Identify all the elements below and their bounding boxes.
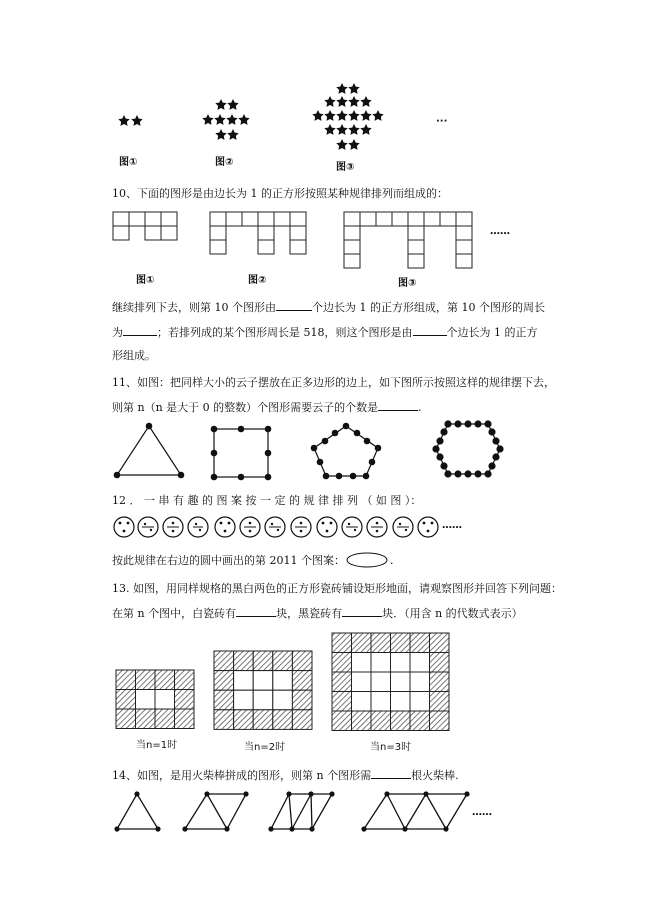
q14-figure-4 (364, 794, 467, 829)
q14-figure-1 (117, 794, 158, 829)
q10-line-1a: 继续排列下去，则第 10 个图形由 (112, 301, 276, 314)
q11-line-2b: . (418, 401, 422, 414)
q10-line-2a: 为 (112, 326, 123, 339)
q12-line-2b: . (390, 554, 394, 567)
q13-caption-2: 当n=2时 (244, 742, 286, 753)
q14-line-1a: 14、如图，是用火柴棒拼成的图形，则第 n 个图形需 (112, 769, 372, 782)
q10-caption-1: 图① (136, 275, 155, 286)
q12-line-2a: 按此规律在右边的圆中画出的第 2011 个图案： (112, 554, 345, 567)
q13-caption-1: 当n=1时 (136, 740, 178, 751)
q12-line-1: 12 ． 一 串 有 趣 的 图 案 按 一 定 的 规 律 排 列 （ 如 图 ）： (112, 494, 422, 507)
q14-ellipsis: …… (472, 807, 492, 818)
q10-line-2c: 个边长为 1 的正方 (446, 326, 538, 339)
q11-line-1: 11、如图：把同样大小的云子摆放在正多边形的边上，如下图所示按照这样的规律摆下去， (112, 376, 555, 389)
q13-line-1: 13. 如图，用同样规格的黑白两色的正方形瓷砖铺设矩形地面，请观察图形并回答下列问题： (112, 582, 562, 595)
q10-caption-3: 图③ (398, 278, 417, 289)
q10-line-2b: ；若排列成的某个图形周长是 518，则这个图形是由 (157, 326, 413, 339)
q11-line-2a: 则第 n（n 是大于 0 的整数）个图形需要云子的个数是 (112, 401, 379, 414)
q14-figure-2 (185, 794, 246, 829)
q10-line-3: 形组成。 (112, 349, 156, 362)
q10-caption-2: 图② (248, 275, 267, 286)
q13-caption-3: 当n=3时 (370, 742, 412, 753)
q12-ellipsis: …… (442, 520, 462, 531)
q13-line-2a: 在第 n 个图中，白瓷砖有 (112, 607, 237, 620)
q13-line-2c: 块．（用含 n 的代数式表示） (382, 607, 523, 620)
q14-line-1b: 根火柴棒. (411, 769, 459, 782)
ellipsis: ··· (436, 116, 448, 127)
caption-fig-2: 图② (215, 157, 234, 168)
q10-prompt: 10、下面的图形是由边长为 1 的正方形按照某种规律排列而组成的： (112, 187, 448, 200)
caption-fig-1: 图① (119, 157, 138, 168)
q14-figure-3 (271, 794, 332, 829)
q13-line-2b: 块，黑瓷砖有 (276, 607, 343, 620)
q10-ellipsis: …… (490, 226, 510, 237)
q10-line-1b: 个边长为 1 的正方形组成，第 10 个图形的周长 (312, 301, 545, 314)
caption-fig-3: 图③ (336, 162, 355, 173)
